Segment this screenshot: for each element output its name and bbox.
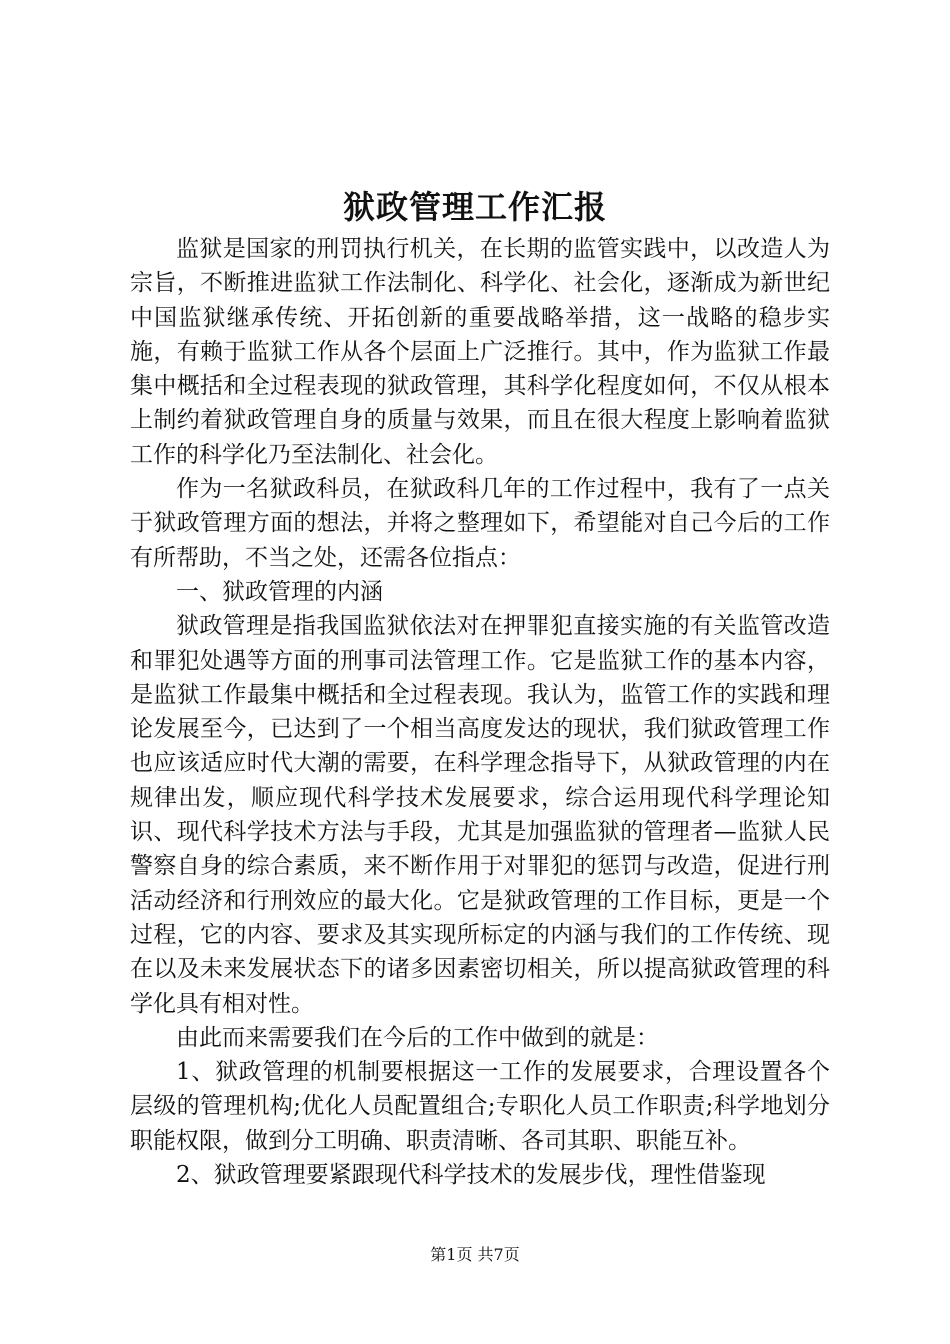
paragraph-intro: 监狱是国家的刑罚执行机关，在长期的监管实践中，以改造人为宗旨，不断推进监狱工作法制化、科学化、社会化，逐渐成为新世纪中国监狱继承传统、开拓创新的重要战略举措，这一战略的稳步实施，有赖于监狱工作从各个层面上广泛推行。其中，作为监狱工作最集中概括和全过程表现的狱政管理，其科学化程度如何，不仅从根本上制约着狱政管理自身的质量与效果，而且在很大程度上影响着监狱工作的科学化乃至法制化、社会化。: [130, 236, 830, 468]
list-item-1: 1、狱政管理的机制要根据这一工作的发展要求，合理设置各个层级的管理机构;优化人员配置组合;专职化人员工作职责;科学地划分职能权限，做到分工明确、职责清晰、各司其职、职能互补。: [130, 1059, 830, 1154]
list-item-2: 2、狱政管理要紧跟现代科学技术的发展步伐，理性借鉴现: [176, 1162, 766, 1189]
section-heading-1: 一、狱政管理的内涵: [176, 578, 383, 605]
paragraph-definition: 狱政管理是指我国监狱依法对在押罪犯直接实施的有关监管改造和罪犯处遇等方面的刑事司法管理工作。它是监狱工作的基本内容，是监狱工作最集中概括和全过程表现。我认为，监管工作的实践和理论发展至今，已达到了一个相当高度发达的现状，我们狱政管理工作也应该适应时代大潮的需要，在科学理念指导下，从狱政管理的内在规律出发，顺应现代科学技术发展要求，综合运用现代科学理论知识、现代科学技术方法与手段，尤其是加强监狱的管理者—监狱人民警察自身的综合素质，来不断作用于对罪犯的惩罚与改造，促进行刑活动经济和行刑效应的最大化。它是狱政管理的工作目标，更是一个过程，它的内容、要求及其实现所标定的内涵与我们的工作传统、现在以及未来发展状态下的诸多因素密切相关，所以提高狱政管理的科学化具有相对性。: [130, 613, 830, 1017]
paragraph-requirements-intro: 由此而来需要我们在今后的工作中做到的就是：: [176, 1024, 659, 1051]
document-title: 狱政管理工作汇报: [342, 188, 607, 226]
paragraph-author-note: 作为一名狱政科员，在狱政科几年的工作过程中，我有了一点关于狱政管理方面的想法，并将之整理如下，希望能对自己今后的工作有所帮助，不当之处，还需各位指点：: [130, 476, 830, 571]
page-footer: 第1页 共7页: [430, 1245, 520, 1264]
document-body: [130, 232, 830, 1192]
